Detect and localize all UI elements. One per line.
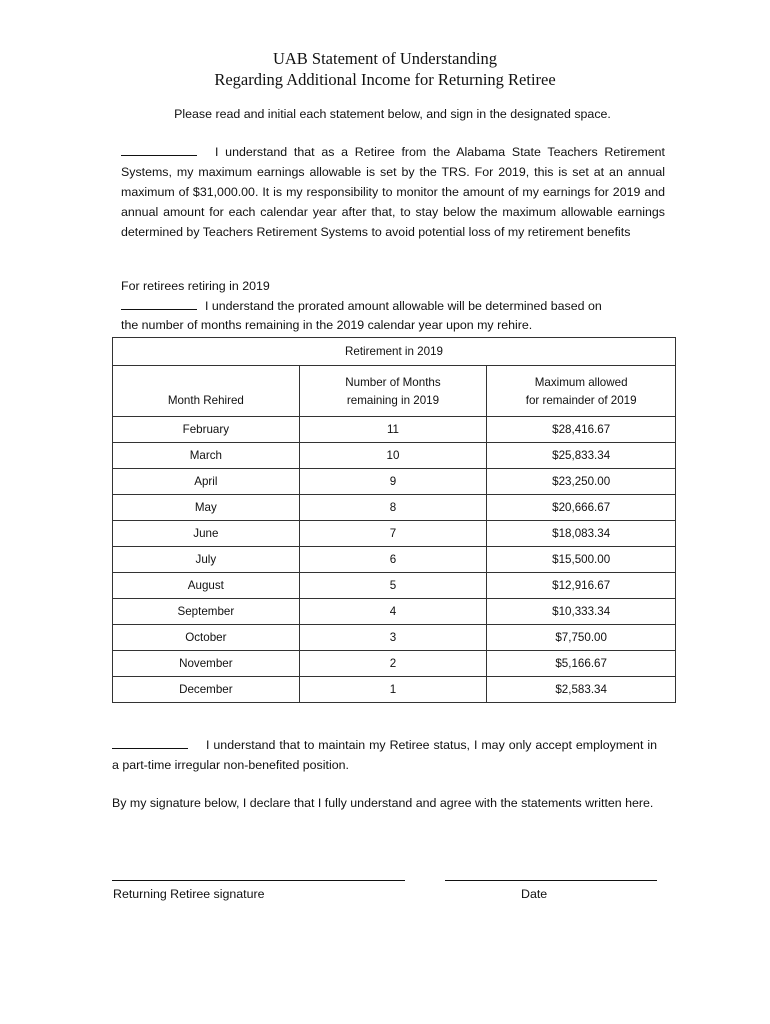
table-row [113, 599, 676, 625]
retirees-heading: For retirees retiring in 2019 [121, 279, 270, 293]
table-row [113, 651, 676, 677]
header-months-remaining [299, 366, 487, 417]
cell-month: September [113, 599, 300, 625]
table-row [113, 625, 676, 651]
cell-month: October [113, 625, 300, 651]
header-months-remaining-line2: remaining in 2019 [346, 394, 440, 407]
cell-months-remaining: 3 [299, 625, 487, 651]
cell-months-remaining: 5 [299, 573, 487, 599]
table-row [113, 443, 676, 469]
table-row [113, 495, 676, 521]
header-month-rehired [113, 366, 300, 417]
cell-months-remaining: 6 [299, 547, 487, 573]
table-row [113, 677, 676, 703]
cell-months-remaining: 7 [299, 521, 487, 547]
statement-1-text: I understand that as a Retiree from the Alabama State Teachers Retirement Systems, my maximum earnings allowable is set by the TRS. For 2019, this is set at an annual maximum of $31,000.00. It is my responsibility to monitor the amount of my earnings for 2019 and annual amount for each calendar year after that, to stay below the maximum allowable earnings determined by Teachers Retirement Systems to avoid potential loss of my retirement benefits [121, 145, 665, 239]
cell-month: May [113, 495, 300, 521]
cell-max-allowed: $15,500.00 [487, 547, 676, 573]
cell-month: March [113, 443, 300, 469]
cell-max-allowed: $5,166.67 [487, 651, 676, 677]
document-title: UAB Statement of Understanding [272, 49, 498, 68]
table-caption-row [113, 338, 676, 366]
cell-months-remaining: 2 [299, 651, 487, 677]
header-max-allowed-line2: for remainder of 2019 [525, 394, 637, 407]
cell-max-allowed: $25,833.34 [487, 443, 676, 469]
cell-max-allowed: $18,083.34 [487, 521, 676, 547]
cell-max-allowed: $7,750.00 [487, 625, 676, 651]
statement-1 [121, 142, 665, 242]
table-header-row [113, 366, 676, 417]
header-max-allowed-line1: Maximum allowed [534, 376, 628, 389]
header-months-remaining-line1: Number of Months [345, 376, 441, 389]
cell-month: November [113, 651, 300, 677]
cell-months-remaining: 10 [299, 443, 487, 469]
cell-months-remaining: 4 [299, 599, 487, 625]
cell-months-remaining: 11 [299, 417, 487, 443]
cell-max-allowed: $28,416.67 [487, 417, 676, 443]
cell-months-remaining: 8 [299, 495, 487, 521]
cell-month: June [113, 521, 300, 547]
date-line[interactable] [445, 880, 657, 881]
table-row [113, 469, 676, 495]
statement-3-text: I understand that to maintain my Retiree status, I may only accept employment in a part-time irregular non-benefited position. [112, 738, 657, 772]
table-row [113, 547, 676, 573]
cell-months-remaining: 9 [299, 469, 487, 495]
cell-max-allowed: $2,583.34 [487, 677, 676, 703]
declaration: By my signature below, I declare that I fully understand and agree with the statements written here. [112, 796, 654, 810]
document-subtitle: Regarding Additional Income for Returning Retiree [214, 70, 556, 89]
cell-month: April [113, 469, 300, 495]
statement-3 [112, 735, 657, 775]
cell-month: February [113, 417, 300, 443]
table-caption: Retirement in 2019 [113, 338, 676, 366]
header-max-allowed [487, 366, 676, 417]
signature-line[interactable] [112, 880, 405, 881]
cell-month: December [113, 677, 300, 703]
cell-max-allowed: $12,916.67 [487, 573, 676, 599]
statement-2-line-1 [121, 298, 666, 313]
cell-max-allowed: $23,250.00 [487, 469, 676, 495]
cell-month: July [113, 547, 300, 573]
cell-month: August [113, 573, 300, 599]
initial-blank-1[interactable] [121, 144, 197, 156]
header-month-rehired-text: Month Rehired [167, 394, 244, 407]
cell-max-allowed: $10,333.34 [487, 599, 676, 625]
table-row [113, 417, 676, 443]
table-row [113, 573, 676, 599]
instructions: Please read and initial each statement below, and sign in the designated space. [174, 107, 611, 121]
statement-2-text-1: I understand the prorated amount allowable will be determined based on [205, 299, 602, 313]
signature-label: Returning Retiree signature [113, 887, 265, 901]
cell-max-allowed: $20,666.67 [487, 495, 676, 521]
table-row [113, 521, 676, 547]
statement-2-line-2: the number of months remaining in the 2019 calendar year upon my rehire. [121, 318, 533, 332]
initial-blank-3[interactable] [112, 737, 188, 749]
initial-blank-2[interactable] [121, 298, 197, 310]
date-label: Date [521, 887, 548, 901]
retirement-table [112, 337, 676, 703]
cell-months-remaining: 1 [299, 677, 487, 703]
